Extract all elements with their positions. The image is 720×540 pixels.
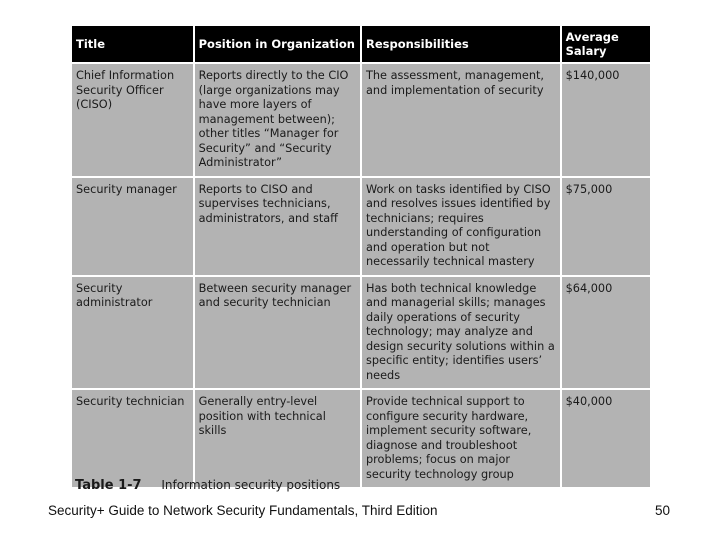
table-header-row: [72, 26, 650, 62]
footer-book-title: Security+ Guide to Network Security Fundamentals, Third Edition: [48, 503, 438, 518]
cell-position: Reports to CISO and supervises technicians, administrators, and staff: [195, 178, 360, 275]
table-row: [72, 390, 650, 487]
header-position: Position in Organization: [195, 26, 360, 62]
caption-label: Table 1-7: [75, 478, 142, 493]
cell-responsibilities: The assessment, management, and implementation of security: [362, 64, 560, 176]
cell-salary: $140,000: [562, 64, 650, 176]
page-number: 50: [654, 503, 670, 518]
table-row: [72, 277, 650, 389]
table-caption: [75, 478, 340, 493]
cell-responsibilities: Has both technical knowledge and managerial skills; manages daily operations of security technology; may analyze and design security solutions within a specific entity; identifies users’ needs: [362, 277, 560, 389]
table-row: [72, 64, 650, 176]
cell-salary: $75,000: [562, 178, 650, 275]
cell-title: Security administrator: [72, 277, 193, 389]
caption-text: Information security positions: [161, 478, 341, 492]
cell-position: Generally entry-level position with technical skills: [195, 390, 360, 487]
cell-title: Chief Information Security Officer (CISO): [72, 64, 193, 176]
table-row: [72, 178, 650, 275]
cell-responsibilities: Provide technical support to configure security hardware, implement security software, diagnose and troubleshoot problems; focus on major security technology group: [362, 390, 560, 487]
header-responsibilities: Responsibilities: [362, 26, 560, 62]
cell-title: Security manager: [72, 178, 193, 275]
cell-position: Between security manager and security technician: [195, 277, 360, 389]
header-title: Title: [72, 26, 193, 62]
cell-position: Reports directly to the CIO (large organizations may have more layers of management between); other titles “Manager for Security” and “Security Administrator”: [195, 64, 360, 176]
cell-salary: $40,000: [562, 390, 650, 487]
cell-responsibilities: Work on tasks identified by CISO and resolves issues identified by technicians; requires understanding of configuration and operation but not necessarily technical mastery: [362, 178, 560, 275]
cell-salary: $64,000: [562, 277, 650, 389]
security-positions-table: [70, 24, 652, 489]
cell-title: Security technician: [72, 390, 193, 487]
header-salary: Average Salary: [562, 26, 650, 62]
